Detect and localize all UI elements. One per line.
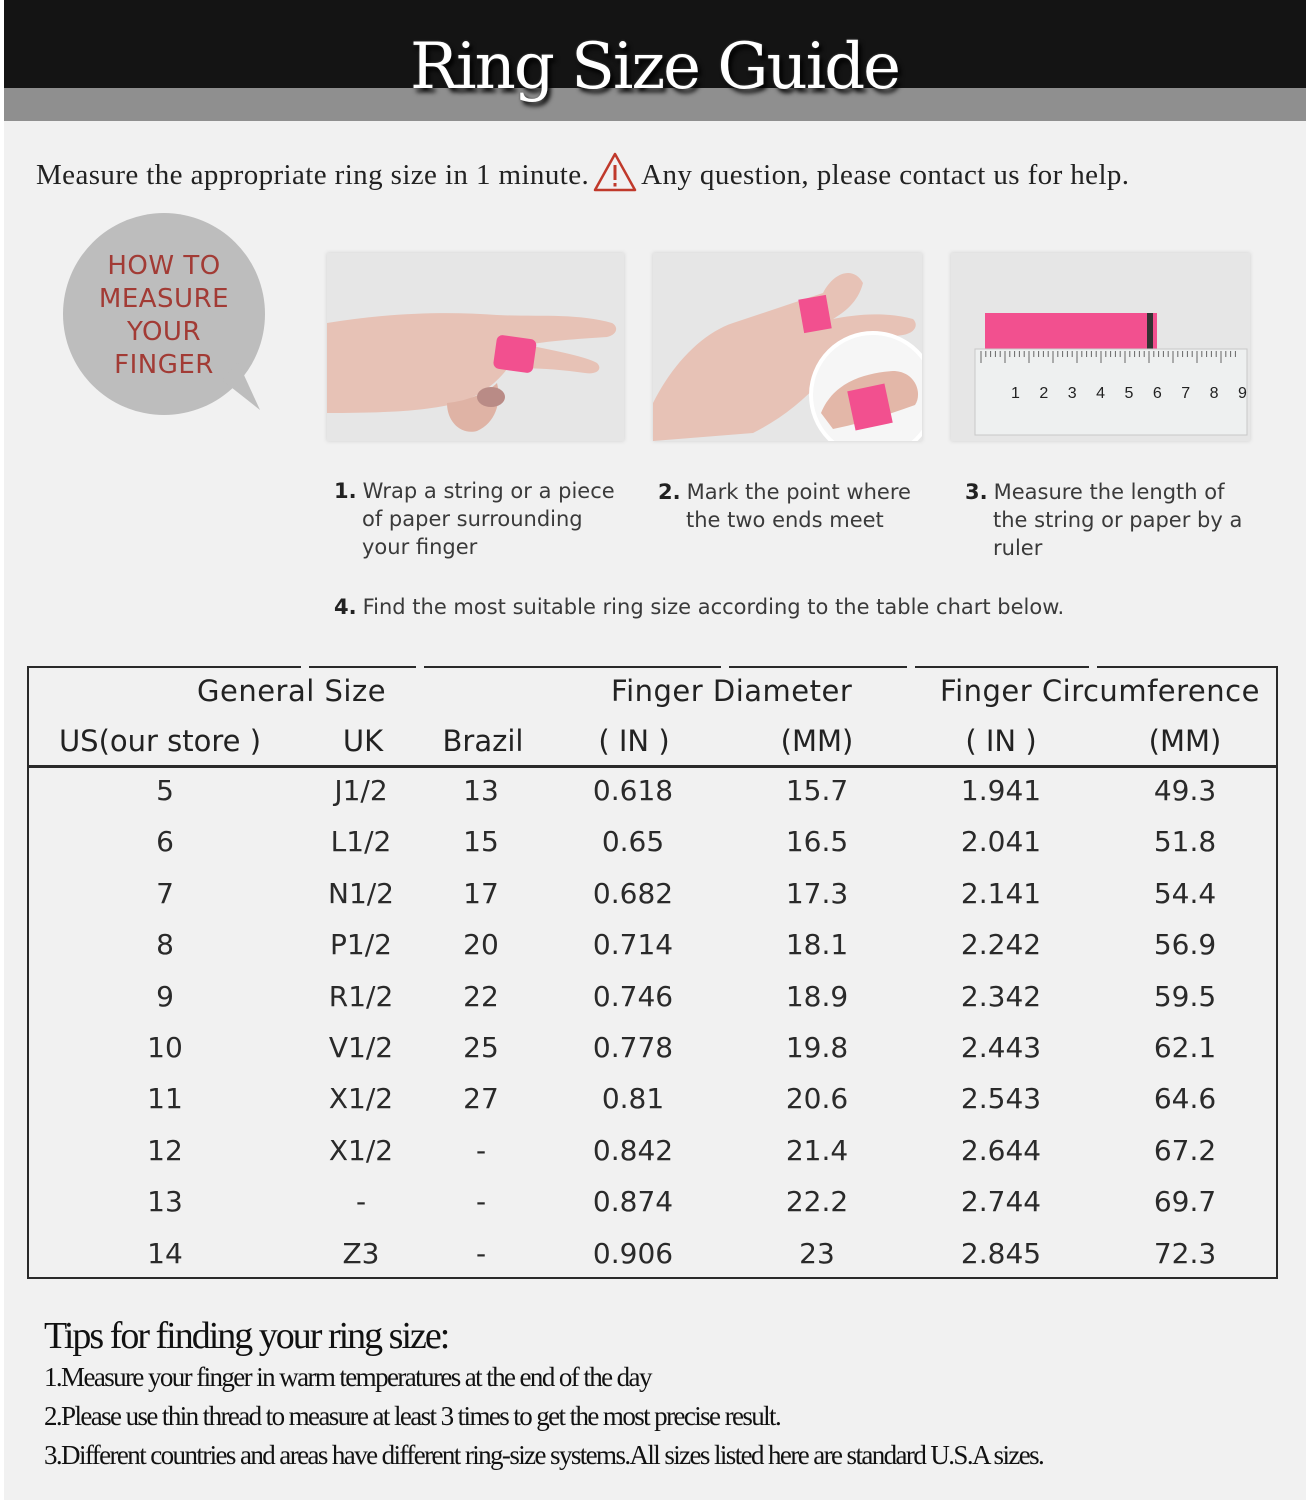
cell-brazil: 27 bbox=[463, 1082, 499, 1116]
table-border-gap bbox=[1089, 664, 1097, 668]
table-border-gap bbox=[721, 664, 729, 668]
cell-circumference-mm: 64.6 bbox=[1153, 1082, 1217, 1116]
cell-diameter-mm: 18.9 bbox=[785, 979, 849, 1013]
cell-brazil: 25 bbox=[463, 1031, 499, 1064]
cell-circumference-in: 2.744 bbox=[960, 1185, 1042, 1219]
header-divider bbox=[29, 765, 1276, 768]
cell-circumference-mm: 56.9 bbox=[1153, 928, 1217, 962]
ruler-digit: 1 bbox=[1011, 385, 1020, 402]
cell-diameter-in: 0.778 bbox=[592, 1031, 674, 1064]
group-header-finger-diameter: Finger Diameter bbox=[611, 674, 853, 708]
tips-title: Tips for finding your ring size: bbox=[44, 1315, 449, 1357]
step-number: 3. bbox=[965, 480, 988, 504]
cell-us: 14 bbox=[147, 1236, 183, 1270]
step-1-text bbox=[334, 477, 634, 561]
column-header-brazil: Brazil bbox=[442, 724, 524, 758]
cell-us: 10 bbox=[147, 1031, 183, 1064]
cell-diameter-mm: 15.7 bbox=[785, 774, 849, 807]
ruler-digit: 5 bbox=[1124, 385, 1134, 402]
ruler-digit: 8 bbox=[1209, 385, 1219, 402]
cell-brazil: 22 bbox=[463, 979, 499, 1013]
cell-brazil: 15 bbox=[463, 825, 499, 859]
step-line: Wrap a string or a piece bbox=[362, 479, 615, 503]
step-4-text bbox=[334, 593, 1134, 621]
ruler-digit: 6 bbox=[1152, 385, 1162, 402]
ruler-digit: 4 bbox=[1096, 385, 1106, 402]
cell-uk: J1/2 bbox=[334, 774, 388, 807]
step-2-photo bbox=[653, 253, 922, 441]
cell-diameter-mm: 18.1 bbox=[785, 928, 849, 962]
cell-uk: X1/2 bbox=[328, 1082, 394, 1116]
intro-text bbox=[36, 152, 1296, 200]
tip-item: 2.Please use thin thread to measure at least 3 times to get the most precise result. bbox=[44, 1401, 781, 1431]
cell-uk: P1/2 bbox=[330, 928, 392, 962]
cell-circumference-mm: 62.1 bbox=[1153, 1031, 1217, 1064]
bubble-line: FINGER bbox=[114, 350, 214, 380]
table-border-gap bbox=[416, 664, 424, 668]
table-border-gap bbox=[301, 664, 309, 668]
step-number: 1. bbox=[334, 479, 357, 503]
ruler-digit: 7 bbox=[1181, 385, 1191, 402]
cell-diameter-in: 0.682 bbox=[592, 876, 674, 910]
step-number: 4. bbox=[334, 595, 357, 619]
ruler-digit: 3 bbox=[1067, 385, 1077, 402]
cell-diameter-mm: 23 bbox=[799, 1236, 835, 1270]
page-title: Ring Size Guide bbox=[409, 30, 900, 104]
column-header-diameter-mm: (MM) bbox=[780, 724, 854, 758]
tip-item: 1.Measure your finger in warm temperatures at the end of the day bbox=[44, 1362, 651, 1392]
cell-circumference-in: 2.845 bbox=[960, 1236, 1042, 1270]
cell-brazil: - bbox=[475, 1133, 487, 1167]
step-line: Find the most suitable ring size according to the table chart below. bbox=[362, 595, 1065, 619]
cell-circumference-mm: 54.4 bbox=[1153, 876, 1217, 910]
warning-icon bbox=[593, 152, 637, 200]
step-number: 2. bbox=[658, 480, 681, 504]
cell-brazil: - bbox=[475, 1185, 487, 1219]
cell-diameter-in: 0.906 bbox=[592, 1236, 674, 1270]
step-2-text bbox=[658, 478, 948, 534]
cell-diameter-in: 0.874 bbox=[592, 1185, 674, 1219]
step-line: the two ends meet bbox=[686, 508, 884, 532]
cell-brazil: 17 bbox=[463, 876, 499, 910]
cell-circumference-in: 1.941 bbox=[960, 774, 1042, 807]
cell-diameter-in: 0.65 bbox=[601, 825, 665, 859]
column-header-circumference-mm: (MM) bbox=[1148, 724, 1222, 758]
cell-uk: V1/2 bbox=[328, 1031, 394, 1064]
cell-diameter-in: 0.714 bbox=[592, 928, 674, 962]
cell-diameter-mm: 22.2 bbox=[785, 1185, 849, 1219]
cell-circumference-in: 2.041 bbox=[960, 825, 1042, 859]
cell-diameter-mm: 21.4 bbox=[785, 1133, 849, 1167]
bubble-line: HOW TO bbox=[107, 251, 221, 281]
cell-diameter-mm: 16.5 bbox=[785, 825, 849, 859]
ruler-digit: 2 bbox=[1039, 385, 1049, 402]
cell-uk: X1/2 bbox=[328, 1133, 394, 1167]
column-header-diameter-in: ( IN ) bbox=[598, 724, 670, 758]
cell-diameter-mm: 17.3 bbox=[785, 876, 849, 910]
step-3-text bbox=[965, 478, 1265, 562]
group-header-finger-circumference: Finger Circumference bbox=[940, 674, 1260, 708]
column-header-circumference-in: ( IN ) bbox=[965, 724, 1037, 758]
cell-uk: Z3 bbox=[342, 1236, 380, 1270]
table-border-gap bbox=[907, 664, 915, 668]
cell-circumference-mm: 72.3 bbox=[1153, 1236, 1217, 1270]
step-line: the string or paper by a bbox=[993, 508, 1243, 532]
cell-circumference-mm: 67.2 bbox=[1153, 1133, 1217, 1167]
step-line: your finger bbox=[362, 535, 478, 559]
step-line: Mark the point where bbox=[686, 480, 911, 504]
cell-us: 11 bbox=[147, 1082, 183, 1116]
cell-uk: - bbox=[355, 1185, 367, 1219]
cell-brazil: 20 bbox=[463, 928, 499, 962]
cell-us: 12 bbox=[147, 1133, 183, 1167]
cell-uk: N1/2 bbox=[327, 876, 395, 910]
column-header-us: US(our store ) bbox=[58, 724, 262, 758]
cell-us: 13 bbox=[147, 1185, 183, 1219]
cell-circumference-mm: 49.3 bbox=[1153, 774, 1217, 807]
cell-circumference-in: 2.543 bbox=[960, 1082, 1042, 1116]
cell-diameter-in: 0.842 bbox=[592, 1133, 674, 1167]
cell-circumference-mm: 69.7 bbox=[1153, 1185, 1217, 1219]
column-header-uk: UK bbox=[342, 724, 384, 758]
intro-text-after: Any question, please contact us for help. bbox=[641, 159, 1130, 191]
step-line: ruler bbox=[993, 536, 1043, 560]
tip-item: 3.Different countries and areas have different ring-size systems.All sizes listed here are standard U.S.A sizes. bbox=[44, 1440, 1044, 1470]
cell-us: 5 bbox=[156, 774, 174, 807]
cell-circumference-mm: 59.5 bbox=[1153, 979, 1217, 1013]
cell-diameter-in: 0.618 bbox=[592, 774, 674, 807]
cell-circumference-in: 2.141 bbox=[960, 876, 1042, 910]
ruler-scale bbox=[1011, 385, 1247, 403]
cell-circumference-in: 2.443 bbox=[960, 1031, 1042, 1064]
cell-circumference-mm: 51.8 bbox=[1153, 825, 1217, 859]
ring-size-table bbox=[27, 666, 1278, 1279]
how-to-measure-label bbox=[62, 250, 266, 382]
cell-diameter-in: 0.746 bbox=[592, 979, 674, 1013]
ruler-digit: 9 bbox=[1238, 385, 1247, 402]
cell-uk: R1/2 bbox=[328, 979, 394, 1013]
cell-diameter-mm: 19.8 bbox=[785, 1031, 849, 1064]
step-line: Measure the length of bbox=[993, 480, 1225, 504]
step-line: of paper surrounding bbox=[362, 507, 583, 531]
cell-us: 6 bbox=[156, 825, 174, 859]
bubble-line: MEASURE bbox=[98, 284, 230, 314]
bubble-line: YOUR bbox=[126, 317, 202, 347]
cell-circumference-in: 2.342 bbox=[960, 979, 1042, 1013]
step-3-photo bbox=[951, 253, 1250, 441]
cell-brazil: 13 bbox=[463, 774, 499, 807]
cell-diameter-in: 0.81 bbox=[601, 1082, 665, 1116]
cell-diameter-mm: 20.6 bbox=[785, 1082, 849, 1116]
cell-circumference-in: 2.242 bbox=[960, 928, 1042, 962]
cell-uk: L1/2 bbox=[330, 825, 392, 859]
step-1-photo bbox=[327, 253, 624, 441]
intro-text-before: Measure the appropriate ring size in 1 minute. bbox=[36, 159, 590, 191]
cell-us: 8 bbox=[156, 928, 174, 962]
group-header-general-size: General Size bbox=[197, 674, 387, 708]
cell-us: 7 bbox=[156, 876, 174, 910]
cell-brazil: - bbox=[475, 1236, 487, 1270]
cell-circumference-in: 2.644 bbox=[960, 1133, 1042, 1167]
cell-us: 9 bbox=[156, 979, 174, 1013]
